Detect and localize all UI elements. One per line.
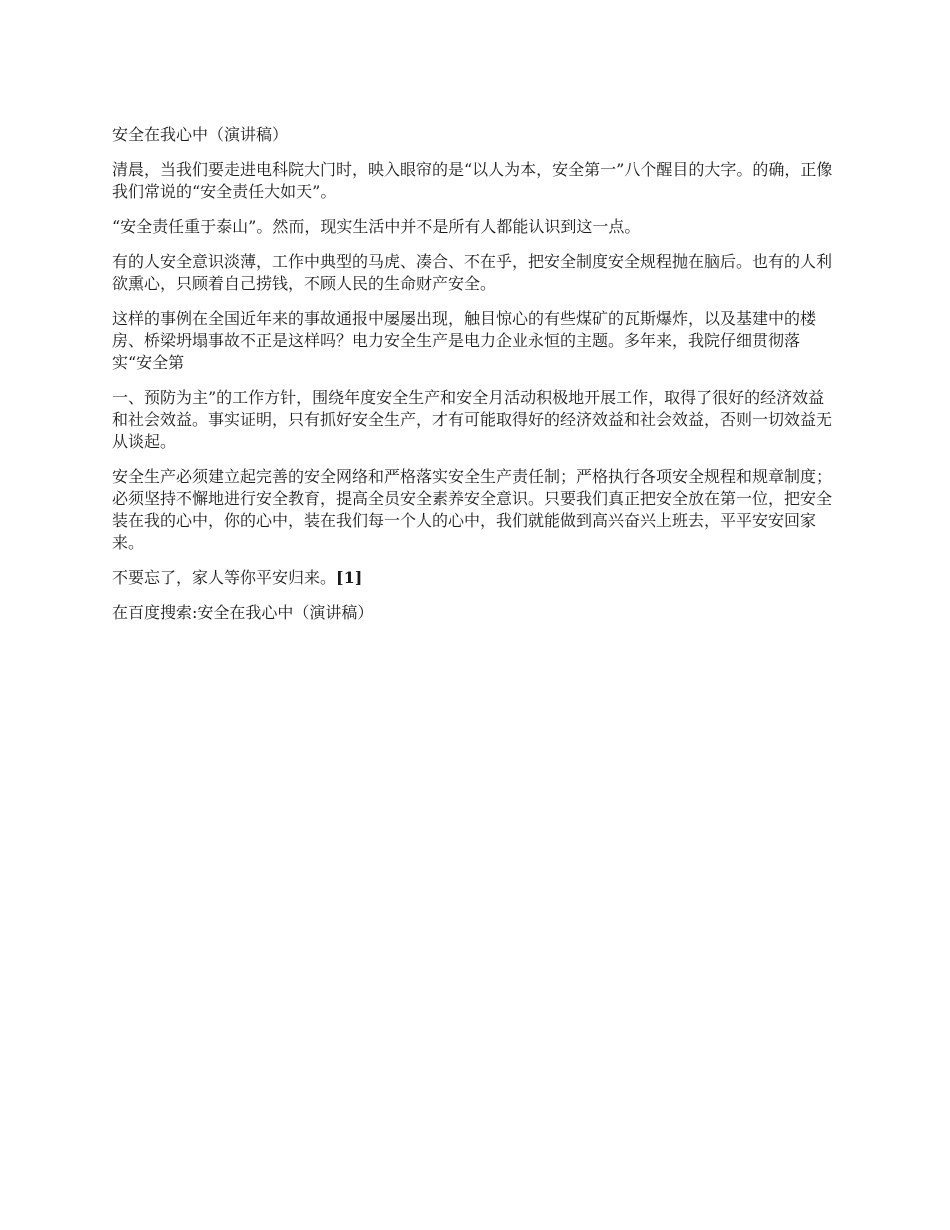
paragraph-6: 安全生产必须建立起完善的安全网络和严格落实安全生产责任制；严格执行各项安全规程和规章制度；必须坚持不懈地进行安全教育，提高全员安全素养安全意识。只要我们真正把安全放在第一位，把安全装在我的心中，你的心中，装在我们每一个人的心中，我们就能做到高兴奋兴上班去，平平安安回家来。: [112, 467, 833, 552]
closing-text: 不要忘了，家人等你平安归来。: [112, 568, 337, 587]
paragraph-4: 这样的事例在全国近年来的事故通报中屡屡出现，触目惊心的有些煤矿的瓦斯爆炸，以及基建中的楼房、桥梁坍塌事故不正是这样吗？电力安全生产是电力企业永恒的主题。多年来，我院仔细贯彻落实“安全第: [112, 309, 817, 372]
search-line: 在百度搜索:安全在我心中（演讲稿）: [112, 603, 374, 622]
document-title: 安全在我心中（演讲稿）: [112, 125, 289, 144]
paragraph-3: 有的人安全意识淡薄，工作中典型的马虎、凑合、不在乎，把安全制度安全规程抛在脑后。也有的人利欲熏心，只顾着自己捞钱，不顾人民的生命财产安全。: [112, 252, 833, 293]
reference-link[interactable]: [1]: [336, 568, 363, 587]
closing-paragraph: [112, 567, 840, 589]
paragraph-5: 一、预防为主”的工作方针，围绕年度安全生产和安全月活动积极地开展工作，取得了很好的经济效益和社会效益。事实证明，只有抓好安全生产，才有可能取得好的经济效益和社会效益，否则一切效益无从谈起。: [112, 388, 833, 451]
document-page: [112, 124, 840, 637]
paragraph-2: “安全责任重于泰山”。然而，现实生活中并不是所有人都能认识到这一点。: [112, 217, 641, 236]
paragraph-1: 清晨，当我们要走进电科院大门时，映入眼帘的是“以人为本，安全第一”八个醒目的大字。的确，正像我们常说的“安全责任大如天”。: [112, 160, 833, 201]
